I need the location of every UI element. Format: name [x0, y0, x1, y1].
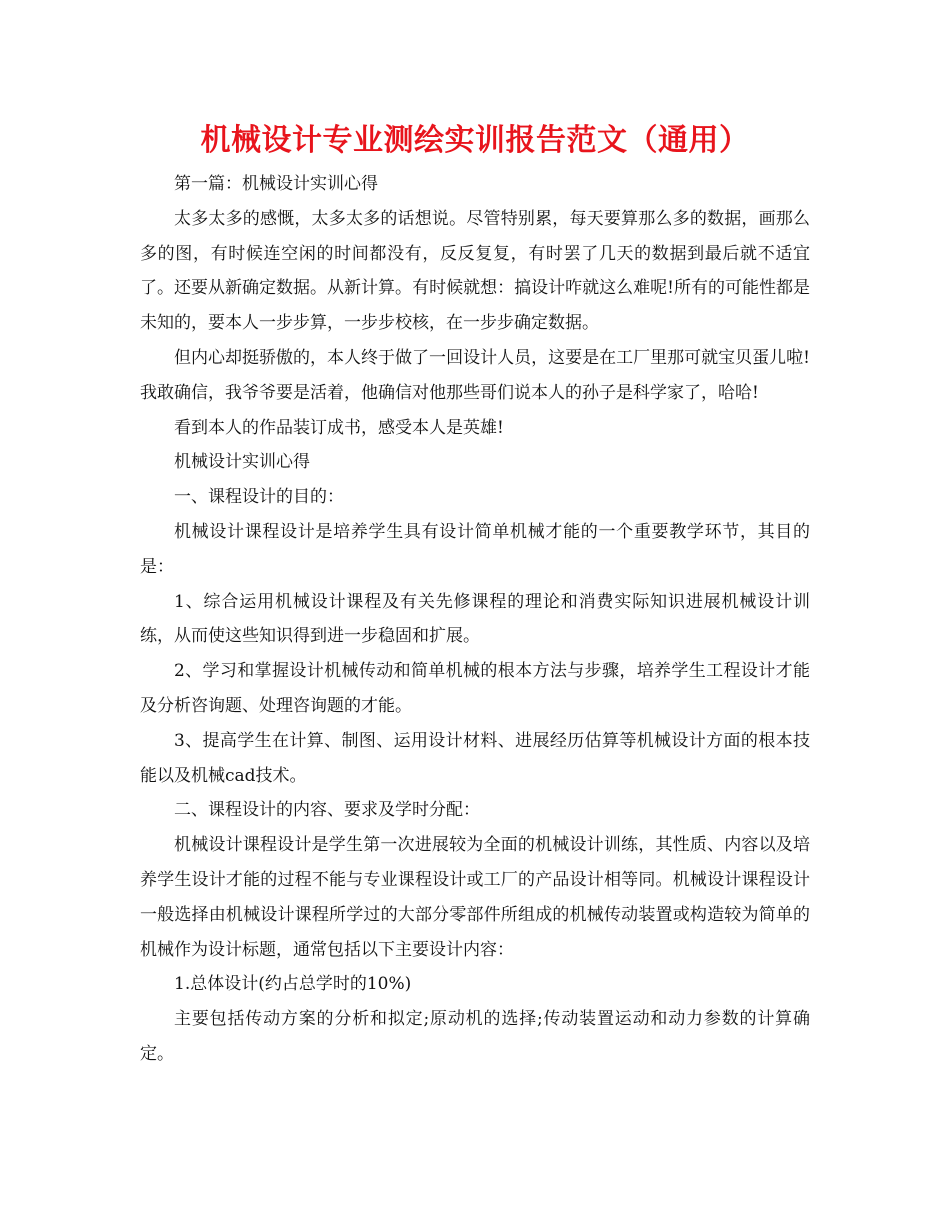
section-heading: 一、课程设计的目的：	[174, 487, 344, 508]
body-paragraph: 看到本人的作品装订成书，感受本人是英雄!	[174, 417, 504, 438]
subsection-heading: 1.总体设计(约占总学时的10%)	[174, 974, 412, 995]
body-paragraph: 太多太多的感慨，太多太多的话想说。尽管特别累，每天要算那么多的数据，画那么多的图，有时候连空闲的时间都没有，反反复复，有时罢了几天的数据到最后就不适宜了。还要从新确定数据。从新计算。有时候就想：搞设计咋就这么难呢!所有的可能性都是未知的，要本人一步步算，一步步校核，在一步步确定数据。	[140, 208, 810, 334]
section-heading: 机械设计实训心得	[174, 452, 310, 473]
body-paragraph: 但内心却挺骄傲的，本人终于做了一回设计人员，这要是在工厂里那可就宝贝蛋儿啦!我敢确信，我爷爷要是活着，他确信对他那些哥们说本人的孙子是科学家了，哈哈!	[140, 347, 810, 403]
section-heading-chapter-1: 第一篇：机械设计实训心得	[174, 174, 378, 194]
list-item: 1、综合运用机械设计课程及有关先修课程的理论和消费实际知识进展机械设计训练，从而使这些知识得到进一步稳固和扩展。	[140, 591, 810, 647]
body-paragraph: 主要包括传动方案的分析和拟定;原动机的选择;传动装置运动和动力参数的计算确定。	[140, 1009, 810, 1064]
document-title: 机械设计专业测绘实训报告范文（通用）	[200, 123, 750, 158]
body-paragraph: 机械设计课程设计是培养学生具有设计简单机械才能的一个重要教学环节，其目的是：	[140, 521, 810, 577]
body-paragraph: 机械设计课程设计是学生第一次进展较为全面的机械设计训练，其性质、内容以及培养学生设计才能的过程不能与专业课程设计或工厂的产品设计相等同。机械设计课程设计一般选择由机械设计课程所学过的大部分零部件所组成的机械传动装置或构造较为简单的机械作为设计标题，通常包括以下主要设计内容：	[140, 835, 810, 960]
document-body	[140, 167, 810, 1072]
list-item: 2、学习和掌握设计机械传动和简单机械的根本方法与步骤，培养学生工程设计才能及分析咨询题、处理咨询题的才能。	[140, 661, 810, 716]
section-heading: 二、课程设计的内容、要求及学时分配：	[174, 800, 480, 821]
list-item: 3、提高学生在计算、制图、运用设计材料、进展经历估算等机械设计方面的根本技能以及机械cad技术。	[140, 730, 810, 786]
